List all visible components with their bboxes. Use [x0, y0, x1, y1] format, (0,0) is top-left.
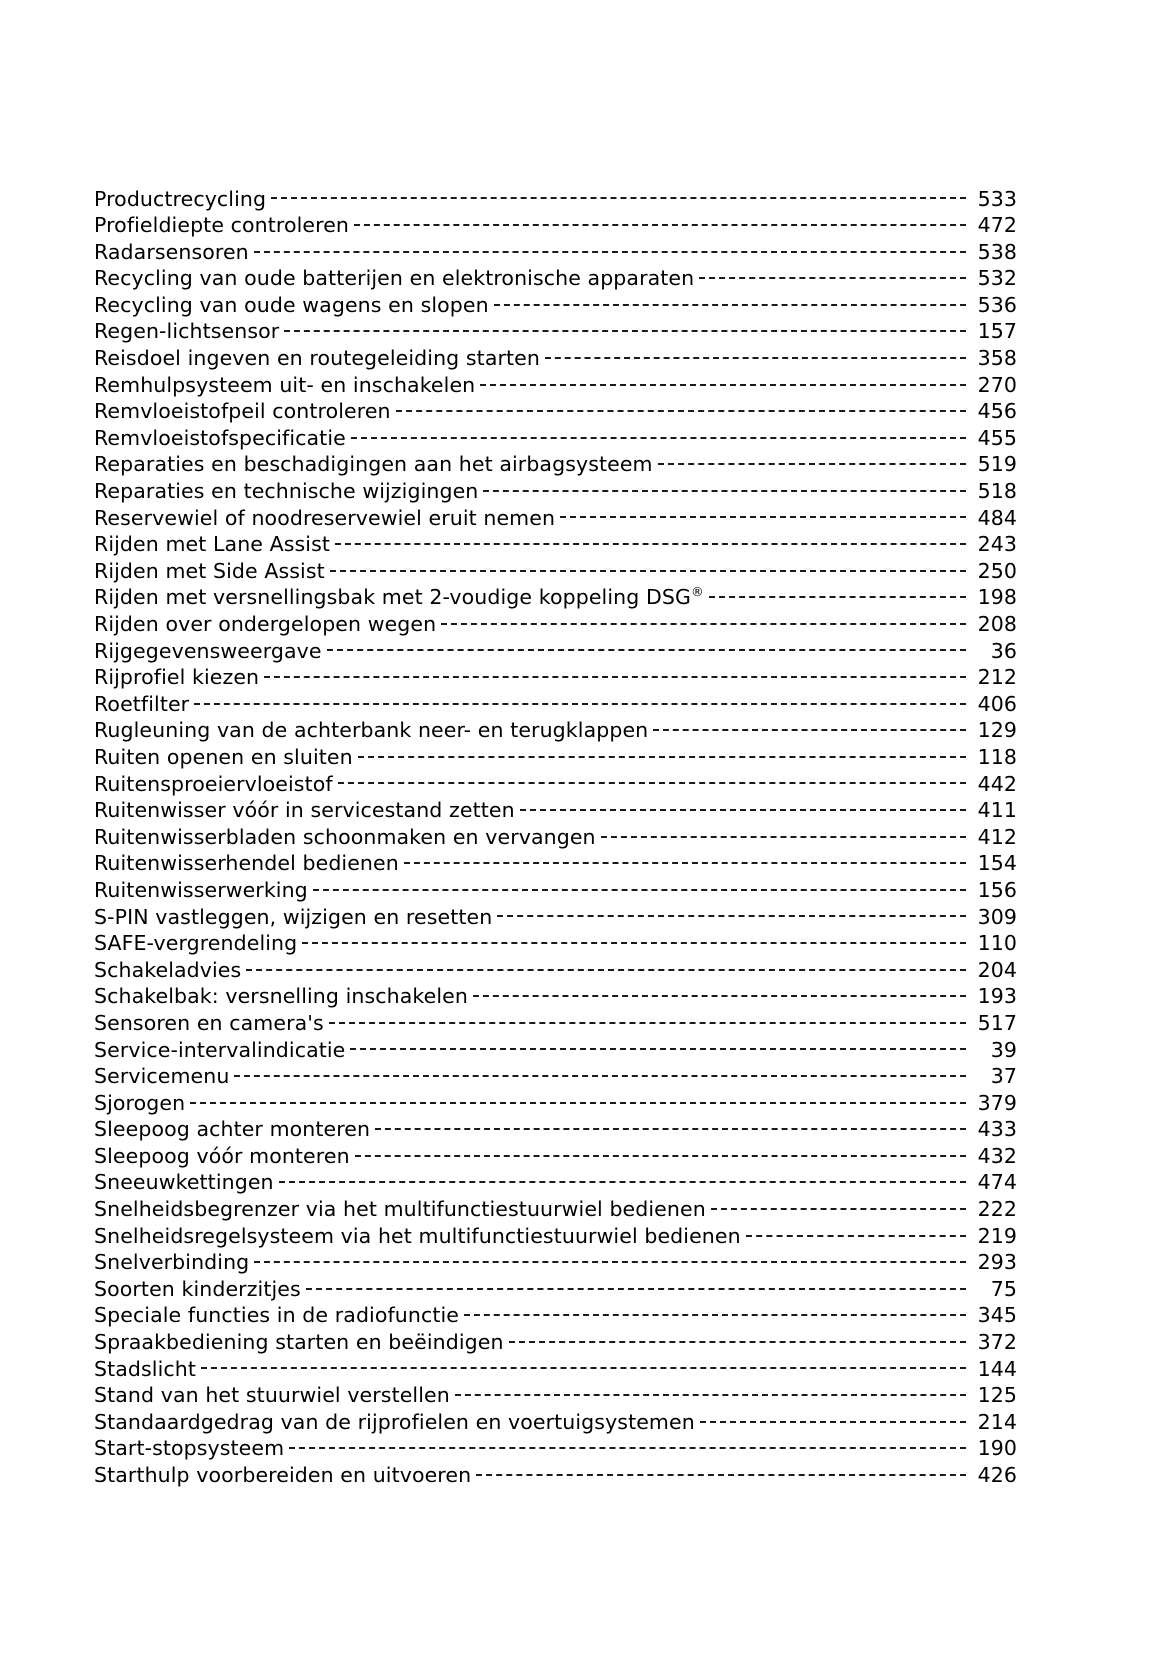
- index-entry-label: Ruitenwisserbladen schoonmaken en vervangen: [94, 824, 596, 849]
- index-entry[interactable]: [94, 238, 1017, 265]
- index-entry[interactable]: [94, 823, 1017, 850]
- index-entry-leader-dots: [476, 1462, 966, 1483]
- index-entry-label: Ruiten openen en sluiten: [94, 744, 353, 769]
- index-entry-leader-dots: [306, 1275, 966, 1296]
- index-entry-label: Reparaties en technische wijzigingen: [94, 479, 479, 504]
- index-entry-label: Servicemenu: [94, 1064, 230, 1089]
- index-entry-leader-dots: [284, 318, 966, 339]
- index-entry[interactable]: [94, 1462, 1017, 1489]
- index-entry[interactable]: [94, 637, 1017, 664]
- index-entry-page-number: 538: [977, 239, 1017, 264]
- index-entry-label: Rijden met Lane Assist: [94, 532, 331, 557]
- index-entry[interactable]: [94, 345, 1017, 372]
- index-entry-leader-dots: [194, 690, 966, 711]
- index-entry-label: Snelverbinding: [94, 1250, 250, 1275]
- index-entry-label: Start-stopsysteem: [94, 1436, 285, 1461]
- index-entry-leader-dots: [483, 478, 966, 499]
- index-entry-label: Recycling van oude batterijen en elektronische apparaten: [94, 266, 695, 291]
- index-entry-leader-dots: [375, 1116, 966, 1137]
- index-entry-leader-dots: [653, 717, 966, 738]
- index-entry-label: Sensoren en camera's: [94, 1010, 324, 1035]
- index-entry[interactable]: [94, 1063, 1017, 1090]
- index-entry-label: Rijprofiel kiezen: [94, 665, 260, 690]
- index-entry[interactable]: [94, 876, 1017, 903]
- index-entry[interactable]: [94, 1329, 1017, 1356]
- index-entry-label: Rijgegevensweergave: [94, 638, 322, 663]
- index-entry-page-number: 411: [977, 798, 1017, 823]
- index-entry[interactable]: [94, 1036, 1017, 1063]
- index-entry-label: Sleepoog achter monteren: [94, 1117, 371, 1142]
- index-entry[interactable]: [94, 1196, 1017, 1223]
- index-entry-label: Sneeuwkettingen: [94, 1170, 274, 1195]
- index-entry-page-number: 432: [977, 1143, 1017, 1168]
- index-entry-leader-dots: [545, 345, 966, 366]
- index-entry-label: Ruitensproeiervloeistof: [94, 771, 333, 796]
- index-entry-leader-dots: [355, 1142, 966, 1163]
- index-entry-leader-dots: [494, 291, 966, 312]
- index-entry-page-number: 412: [977, 824, 1017, 849]
- index-entry-leader-dots: [358, 743, 966, 764]
- index-entry-page-number: 129: [977, 718, 1017, 743]
- index-entry-leader-dots: [746, 1222, 966, 1243]
- index-entry-leader-dots: [396, 398, 966, 419]
- index-entry-label: Sjorogen: [94, 1090, 186, 1115]
- index-entry-page-number: 536: [977, 292, 1017, 317]
- index-entry-label: Rijden met versnellingsbak met 2-voudige koppeling DSG®: [94, 584, 704, 610]
- index-entry[interactable]: [94, 1222, 1017, 1249]
- registered-trademark-icon: ®: [690, 584, 704, 600]
- index-entry-label: Radarsensoren: [94, 239, 249, 264]
- index-entry-page-number: 243: [977, 532, 1017, 557]
- index-entry-leader-dots: [335, 531, 966, 552]
- index-entry-label: Reservewiel of noodreservewiel eruit nemen: [94, 505, 556, 530]
- index-entry-label: S-PIN vastleggen, wijzigen en resetten: [94, 904, 493, 929]
- index-entry-label: Stadslicht: [94, 1356, 196, 1381]
- index-entry-leader-dots: [302, 930, 966, 951]
- index-entry-leader-dots: [254, 1249, 966, 1270]
- index-entry[interactable]: [94, 983, 1017, 1010]
- index-entry-leader-dots: [480, 371, 966, 392]
- index-entry-leader-dots: [464, 1302, 966, 1323]
- index-entry-page-number: 212: [977, 665, 1017, 690]
- index-entry[interactable]: [94, 265, 1017, 292]
- index-entry-label: Regen-lichtsensor: [94, 319, 280, 344]
- index-entry[interactable]: [94, 743, 1017, 770]
- index-entry-page-number: 214: [977, 1409, 1017, 1434]
- index-entry-page-number: 484: [977, 505, 1017, 530]
- index-entry[interactable]: [94, 1302, 1017, 1329]
- index-entry[interactable]: [94, 797, 1017, 824]
- index-entry-leader-dots: [709, 584, 966, 605]
- index-entry-leader-dots: [234, 1063, 966, 1084]
- index-entry[interactable]: [94, 850, 1017, 877]
- index-entry[interactable]: [94, 1382, 1017, 1409]
- index-entry-page-number: 37: [990, 1064, 1017, 1089]
- index-entry-label: Snelheidsbegrenzer via het multifunctiestuurwiel bedienen: [94, 1197, 706, 1222]
- index-entry-leader-dots: [246, 956, 966, 977]
- index-entry-label: Schakeladvies: [94, 957, 242, 982]
- index-entry-page-number: 426: [977, 1463, 1017, 1487]
- index-entry[interactable]: [94, 1408, 1017, 1435]
- index-entry-leader-dots: [351, 424, 966, 445]
- index-entry-page-number: 406: [977, 691, 1017, 716]
- index-entry-label: Standaardgedrag van de rijprofielen en voertuigsystemen: [94, 1409, 695, 1434]
- index-entry-page-number: 208: [977, 612, 1017, 636]
- index-entry-leader-dots: [520, 797, 966, 818]
- index-entry-leader-dots: [279, 1169, 966, 1190]
- index-entry-leader-dots: [404, 850, 966, 871]
- index-entry-label: Schakelbak: versnelling inschakelen: [94, 984, 468, 1009]
- index-entry-leader-dots: [350, 1036, 966, 1057]
- index-entry[interactable]: [94, 371, 1017, 398]
- index-entry-leader-dots: [329, 1009, 966, 1030]
- index-entry-page-number: 442: [977, 771, 1017, 796]
- index-entry-leader-dots: [254, 238, 966, 259]
- index-entry-leader-dots: [201, 1355, 966, 1376]
- index-entry-page-number: 379: [977, 1090, 1017, 1115]
- index-entry-leader-dots: [338, 770, 966, 791]
- index-entry-leader-dots: [560, 504, 966, 525]
- index-entry-label: Profieldiepte controleren: [94, 213, 349, 238]
- index-entry-label: Rijden over ondergelopen wegen: [94, 612, 437, 636]
- index-entry[interactable]: [94, 185, 1017, 212]
- index-entry-page-number: 532: [977, 266, 1017, 291]
- index-entry-page-number: 293: [977, 1250, 1017, 1275]
- index-entry-page-number: 75: [990, 1276, 1017, 1301]
- index-entry[interactable]: [94, 930, 1017, 957]
- index-entry-page-number: 36: [990, 638, 1017, 663]
- index-entry[interactable]: [94, 557, 1017, 584]
- index-entry[interactable]: [94, 903, 1017, 930]
- index-entry-page-number: 345: [977, 1303, 1017, 1328]
- index-entry-page-number: 517: [977, 1010, 1017, 1035]
- index-entry-page-number: 198: [977, 585, 1017, 610]
- index-entry-leader-dots: [658, 451, 966, 472]
- index-entry-list: [94, 185, 1017, 1488]
- index-entry[interactable]: [94, 1089, 1017, 1116]
- index-entry-leader-dots: [711, 1196, 966, 1217]
- index-entry-label: Ruitenwisser vóór in servicestand zetten: [94, 798, 515, 823]
- index-entry-leader-dots: [473, 983, 966, 1004]
- index-entry-leader-dots: [455, 1382, 966, 1403]
- index-entry[interactable]: [94, 1355, 1017, 1382]
- index-entry-page-number: 118: [977, 744, 1017, 769]
- index-entry-label: Rijden met Side Assist: [94, 558, 325, 583]
- index-entry-label: Ruitenwisserhendel bedienen: [94, 851, 399, 876]
- index-entry-page-number: 125: [977, 1383, 1017, 1408]
- index-entry[interactable]: [94, 1249, 1017, 1276]
- index-entry[interactable]: [94, 424, 1017, 451]
- index-entry-label: Ruitenwisserwerking: [94, 877, 308, 902]
- index-entry[interactable]: [94, 531, 1017, 558]
- index-entry-label: Roetfilter: [94, 691, 190, 716]
- index-entry-page-number: 533: [977, 186, 1017, 211]
- index-entry-label: Remhulpsysteem uit- en inschakelen: [94, 372, 476, 397]
- index-entry-page-number: 190: [977, 1436, 1017, 1461]
- index-entry-page-number: 39: [990, 1037, 1017, 1062]
- index-entry-label: SAFE-vergrendeling: [94, 931, 298, 956]
- index-entry-leader-dots: [497, 903, 966, 924]
- index-entry-label: Remvloeistofspecificatie: [94, 425, 346, 450]
- index-entry-page-number: 193: [977, 984, 1017, 1009]
- index-entry-label: Productrecycling: [94, 186, 267, 211]
- index-entry-page-number: 270: [977, 372, 1017, 397]
- index-entry[interactable]: [94, 1116, 1017, 1143]
- index-entry-leader-dots: [313, 876, 966, 897]
- index-entry[interactable]: [94, 291, 1017, 318]
- index-entry-leader-dots: [327, 637, 966, 658]
- index-entry-page-number: 144: [977, 1356, 1017, 1381]
- index-entry-leader-dots: [699, 265, 966, 286]
- index-entry-page-number: 156: [977, 877, 1017, 902]
- index-entry-label: Spraakbediening starten en beëindigen: [94, 1330, 504, 1355]
- index-entry-page-number: 110: [977, 931, 1017, 956]
- index-entry-page-number: 474: [977, 1170, 1017, 1195]
- index-entry-leader-dots: [330, 557, 966, 578]
- index-entry-page-number: 358: [977, 346, 1017, 371]
- index-entry-leader-dots: [601, 823, 966, 844]
- index-entry[interactable]: [94, 611, 1017, 638]
- index-entry-label: Recycling van oude wagens en slopen: [94, 292, 489, 317]
- index-entry-leader-dots: [700, 1408, 966, 1429]
- index-entry[interactable]: [94, 956, 1017, 983]
- index-entry-leader-dots: [289, 1435, 966, 1456]
- index-entry-page-number: 309: [977, 904, 1017, 929]
- index-entry-label: Remvloeistofpeil controleren: [94, 399, 391, 424]
- index-entry-page-number: 219: [977, 1223, 1017, 1248]
- index-entry-page-number: 222: [977, 1197, 1017, 1222]
- index-entry-page-number: 157: [977, 319, 1017, 344]
- index-entry-leader-dots: [509, 1329, 966, 1350]
- index-entry-page-number: 519: [977, 452, 1017, 477]
- index-entry-label: Service-intervalindicatie: [94, 1037, 346, 1062]
- index-entry-label: Soorten kinderzitjes: [94, 1276, 301, 1301]
- index-entry-leader-dots: [264, 664, 966, 685]
- index-entry[interactable]: [94, 398, 1017, 425]
- index-entry[interactable]: [94, 770, 1017, 797]
- index-entry-page-number: 455: [977, 425, 1017, 450]
- index-entry-leader-dots: [441, 611, 966, 632]
- index-entry-label: Reparaties en beschadigingen aan het airbagsysteem: [94, 452, 653, 477]
- index-entry-label: Snelheidsregelsysteem via het multifunctiestuurwiel bedienen: [94, 1223, 741, 1248]
- index-entry-page-number: 204: [977, 957, 1017, 982]
- index-entry[interactable]: [94, 504, 1017, 531]
- index-entry-page-number: 472: [977, 213, 1017, 238]
- index-entry-label: Reisdoel ingeven en routegeleiding starten: [94, 346, 540, 371]
- index-entry[interactable]: [94, 318, 1017, 345]
- index-entry-page-number: 433: [977, 1117, 1017, 1142]
- index-entry-page-number: 518: [977, 479, 1017, 504]
- index-entry[interactable]: [94, 1009, 1017, 1036]
- index-entry-label: Speciale functies in de radiofunctie: [94, 1303, 460, 1328]
- index-entry[interactable]: [94, 1142, 1017, 1169]
- index-entry-leader-dots: [271, 185, 966, 206]
- index-entry-leader-dots: [190, 1089, 966, 1110]
- index-entry-leader-dots: [354, 212, 966, 233]
- index-entry[interactable]: [94, 1275, 1017, 1302]
- index-entry-label: Rugleuning van de achterbank neer- en terugklappen: [94, 718, 649, 743]
- index-entry[interactable]: [94, 1435, 1017, 1462]
- index-entry[interactable]: [94, 451, 1017, 478]
- index-entry-page-number: 456: [977, 399, 1017, 424]
- index-entry[interactable]: [94, 690, 1017, 717]
- index-entry-label: Sleepoog vóór monteren: [94, 1143, 350, 1168]
- index-entry-page-number: 154: [977, 851, 1017, 876]
- index-entry[interactable]: [94, 664, 1017, 691]
- index-entry-label: Stand van het stuurwiel verstellen: [94, 1383, 450, 1408]
- index-entry-page-number: 372: [977, 1330, 1017, 1355]
- index-entry[interactable]: [94, 717, 1017, 744]
- index-entry-label: Starthulp voorbereiden en uitvoeren: [94, 1463, 472, 1487]
- index-entry[interactable]: [94, 212, 1017, 239]
- index-entry-page-number: 250: [977, 558, 1017, 583]
- index-entry[interactable]: [94, 584, 1017, 611]
- index-entry[interactable]: [94, 1169, 1017, 1196]
- index-entry[interactable]: [94, 478, 1017, 505]
